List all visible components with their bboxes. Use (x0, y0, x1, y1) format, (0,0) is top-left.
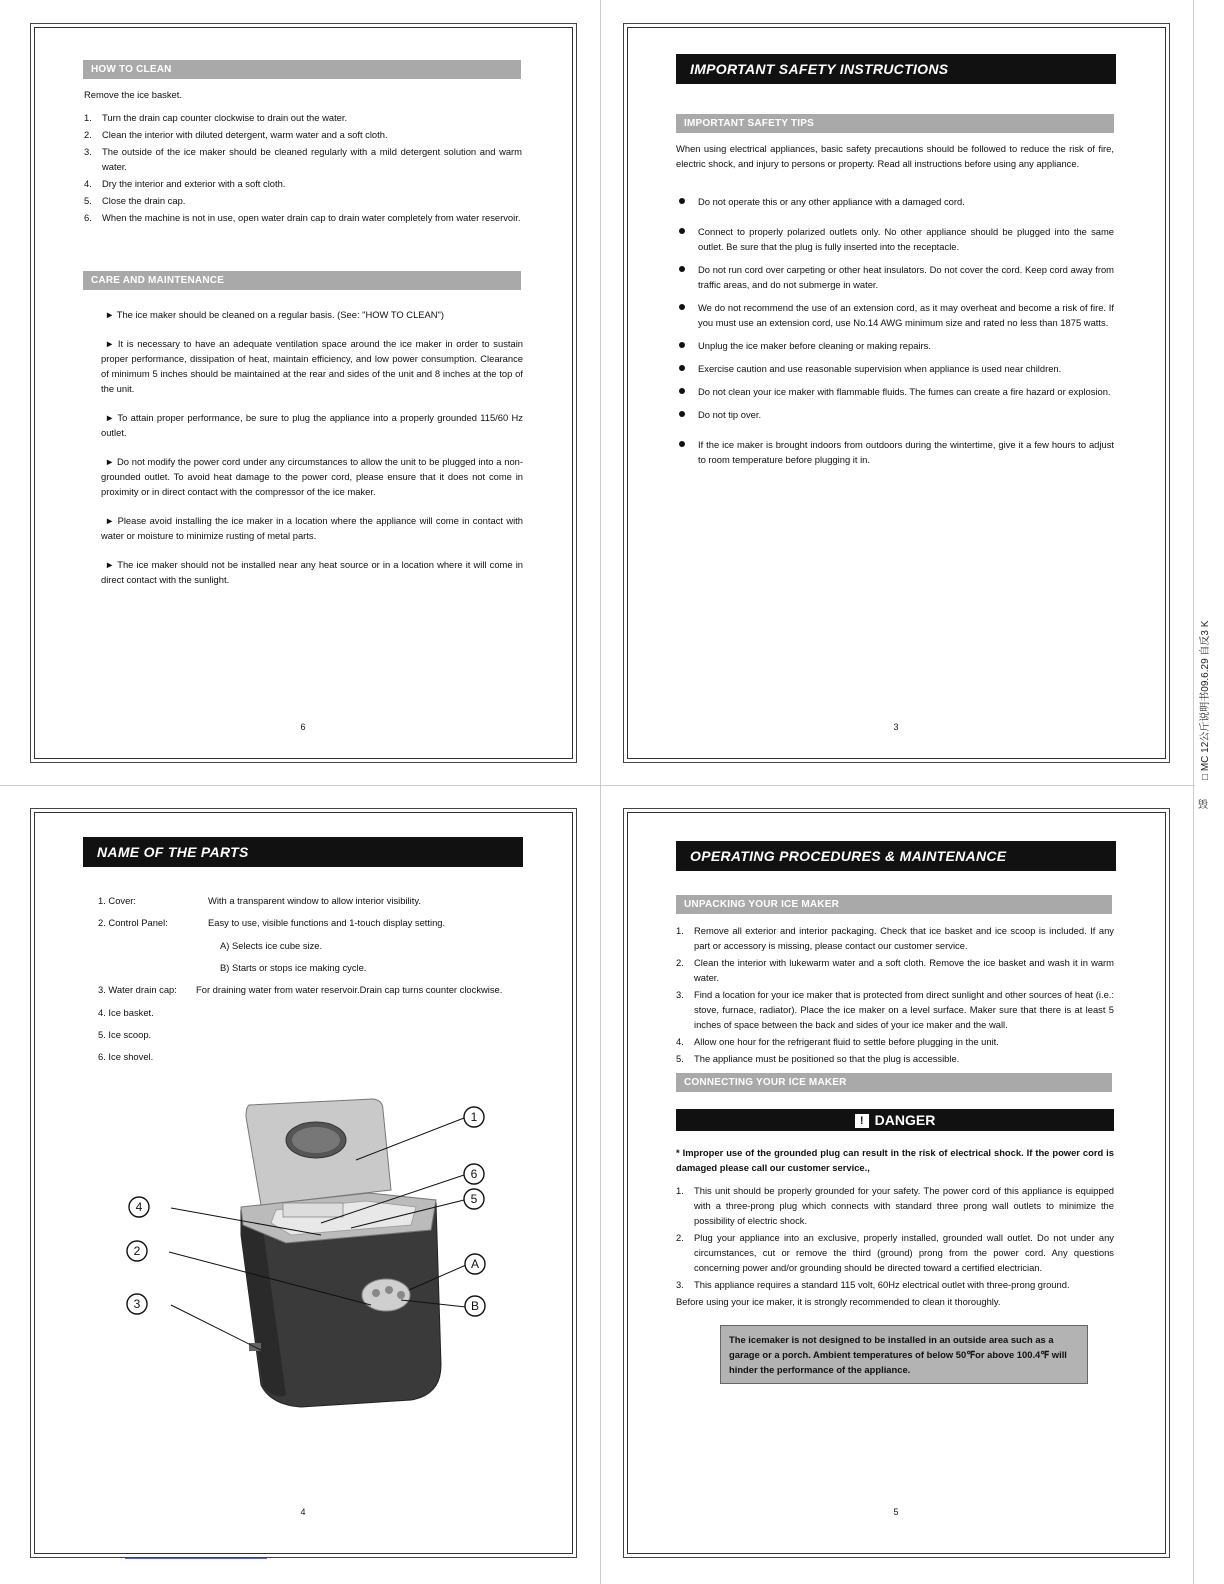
item-text: Close the drain cap. (102, 195, 186, 206)
item-text: Turn the drain cap counter clockwise to drain out the water. (102, 112, 348, 123)
callout-label: 5 (470, 1192, 478, 1206)
item-number: 3. (676, 1279, 684, 1290)
safety-intro: When using electrical appliances, basic safety precautions should be followed to reduce the risk of fire, electric shock, and injury to persons or property. Read all instructions before using any appliance. (676, 143, 1114, 169)
list-item (84, 176, 522, 191)
item-number: 2. (84, 129, 92, 140)
safety-header: IMPORTANT SAFETY INSTRUCTIONS (676, 54, 1116, 84)
operating-header: OPERATING PROCEDURES & MAINTENANCE (676, 841, 1116, 871)
callout-label: 1 (470, 1110, 478, 1124)
safety-bullet: Unplug the ice maker before cleaning or making repairs. (676, 338, 1114, 353)
page-4 (34, 812, 573, 1554)
safety-bullet: Do not operate this or any other appliance with a damaged cord. (676, 194, 1114, 209)
list-item (84, 127, 522, 142)
margin-note: □ MC 12公斤说明书09.6.29 自反3 K (1200, 620, 1211, 780)
care-maintenance-items (101, 307, 523, 601)
care-item: ► To attain proper performance, be sure to plug the appliance into a properly grounded 115/60 Hz outlet. (101, 412, 523, 438)
safety-bullet: We do not recommend the use of an extension cord, as it may overheat and become a risk of fire. If you must use an extension cord, use No.14 AWG minimum size and rated no less than 1875 watts. (676, 300, 1114, 330)
item-number: 1. (676, 1185, 684, 1196)
page-number: 4 (300, 1507, 306, 1517)
callout-label: 6 (470, 1167, 478, 1181)
part-name: 3. Water drain cap: (98, 984, 177, 996)
list-item (84, 144, 522, 174)
part-description: Easy to use, visible functions and 1-touch display setting. (208, 917, 446, 929)
part-description: With a transparent window to allow interior visibility. (208, 895, 421, 906)
page-number: 3 (893, 722, 899, 732)
ice-maker-illustration (111, 1095, 511, 1425)
item-text: Clean the interior with lukewarm water and a soft cloth. Remove the ice basket and wash it in warm water. (694, 957, 1114, 983)
callout-label: 4 (135, 1200, 143, 1214)
list-item (676, 987, 1114, 1032)
right-edge-divider (1193, 0, 1194, 1584)
grounding-warning: * Improper use of the grounded plug can result in the risk of electrical shock. If the power cord is damaged please call our customer service., (676, 1147, 1114, 1173)
part-name: 5. Ice scoop. (98, 1028, 152, 1040)
page-number: 6 (300, 722, 306, 732)
part-name: 2. Control Panel: (98, 917, 168, 929)
parts-list (98, 895, 538, 1075)
item-text: Remove all exterior and interior packaging. Check that ice basket and ice scoop is included. If any part or accessory is missing, please contact our customer service. (694, 925, 1114, 951)
danger-label: DANGER (874, 1112, 936, 1128)
item-number: 1. (676, 925, 684, 936)
item-text: This appliance requires a standard 115 volt, 60Hz electrical outlet with three-prong ground. (694, 1279, 1070, 1290)
how-to-clean-title: HOW TO CLEAN (83, 60, 521, 79)
safety-bullet: Connect to properly polarized outlets only. No other appliance should be plugged into the same outlet. Be sure that the plug is fully inserted into the receptacle. (676, 224, 1114, 254)
page-3 (627, 27, 1166, 759)
how-to-clean-intro: Remove the ice basket. (84, 89, 182, 100)
list-item (84, 193, 522, 208)
page-5 (627, 812, 1166, 1554)
care-item: ► The ice maker should not be installed near any heat source or in a location where it will come in direct contact with the sunlight. (101, 559, 523, 585)
item-text: When the machine is not in use, open water drain cap to drain water completely from water reservoir. (102, 212, 521, 223)
safety-bullet: Do not tip over. (676, 407, 1114, 422)
callout-label: A (470, 1257, 480, 1271)
item-number: 2. (676, 957, 684, 968)
list-item (676, 923, 1114, 953)
item-text: Allow one hour for the refrigerant fluid to settle before plugging in the unit. (694, 1036, 999, 1047)
part-name: 1. Cover: (98, 895, 137, 906)
list-item (84, 210, 522, 225)
item-text: This unit should be properly grounded for your safety. The power cord of this appliance is equipped with a three-prong plug which connects with standard three prong wall outlets to minimize the possibility of electric shock. (694, 1185, 1114, 1226)
safety-bullet: Do not run cord over carpeting or other heat insulators. Do not cover the cord. Keep cord away from traffic areas, and do not submerge in water. (676, 262, 1114, 292)
item-number: 4. (84, 178, 92, 189)
item-text: The outside of the ice maker should be cleaned regularly with a mild detergent solution and warm water. (102, 146, 522, 172)
item-text: The appliance must be positioned so that the plug is accessible. (694, 1053, 960, 1064)
page-6 (34, 27, 573, 759)
before-using-note: Before using your ice maker, it is strongly recommended to clean it thoroughly. (676, 1296, 1001, 1307)
care-maintenance-title: CARE AND MAINTENANCE (83, 271, 521, 290)
item-text: Plug your appliance into an exclusive, properly installed, grounded wall outlet. Do not under any circumstances, cut or remove the third (ground) prong from the power cord. Any questions concerning power and/or grounding should be directed toward a certified electrician. (694, 1232, 1114, 1273)
installation-notice: The icemaker is not designed to be installed in an outside area such as a garage or a porch. Ambient temperatures of below 50℉or above 100.4℉ will hinder the performance of the appliance. (720, 1325, 1088, 1384)
item-number: 3. (84, 146, 92, 157)
part-description: A) Selects ice cube size. (220, 939, 323, 951)
item-number: 6. (84, 212, 92, 223)
part-description: B) Starts or stops ice making cycle. (220, 961, 367, 973)
care-item: ► Please avoid installing the ice maker in a location where the appliance will come in contact with water or moisture to minimize rusting of metal parts. (101, 515, 523, 541)
item-text: Dry the interior and exterior with a soft cloth. (102, 178, 286, 189)
care-item: ► The ice maker should be cleaned on a regular basis. (See: "HOW TO CLEAN") (105, 309, 445, 320)
margin-mark: 毁 (1198, 800, 1208, 811)
callout-label: B (470, 1299, 480, 1313)
footer-link-line (125, 1558, 267, 1559)
callout-label: 2 (133, 1244, 141, 1258)
item-text: Find a location for your ice maker that is protected from direct sunlight and other sources of heat (i.e.: stove, furnace, radiator). Place the ice maker on a level surface. Maker sure that there is at least 5 inches of space between the back and sides of your ice maker and the wall. (694, 989, 1114, 1030)
connecting-steps (676, 1183, 1114, 1294)
warning-icon: ! (855, 1114, 869, 1128)
item-number: 2. (676, 1232, 684, 1243)
item-text: Clean the interior with diluted detergent, warm water and a soft cloth. (102, 129, 388, 140)
list-item (676, 1230, 1114, 1275)
parts-header: NAME OF THE PARTS (83, 837, 523, 867)
list-item (676, 955, 1114, 985)
part-name: 4. Ice basket. (98, 1006, 154, 1018)
list-item (676, 1051, 1114, 1066)
item-number: 4. (676, 1036, 684, 1047)
unpacking-title: UNPACKING YOUR ICE MAKER (676, 895, 1112, 914)
list-item (676, 1183, 1114, 1228)
item-number: 5. (676, 1053, 684, 1064)
list-item (676, 1277, 1114, 1292)
callout-label: 3 (133, 1297, 141, 1311)
page-number: 5 (893, 1507, 899, 1517)
part-description: For draining water from water reservoir.Drain cap turns counter clockwise. (196, 984, 503, 996)
care-item: ► Do not modify the power cord under any circumstances to allow the unit to be plugged into a non-grounded outlet. To avoid heat damage to the power cord, please ensure that it does not come in proximity or in direct contact with the compressor of the ice maker. (101, 456, 523, 497)
safety-bullets (676, 194, 1114, 475)
part-name: 6. Ice shovel. (98, 1051, 154, 1063)
vertical-divider (600, 0, 601, 1584)
horizontal-divider (0, 785, 1195, 786)
safety-bullet: Do not clean your ice maker with flammable fluids. The fumes can create a fire hazard or explosion. (676, 384, 1114, 399)
item-number: 3. (676, 989, 684, 1000)
safety-tips-title: IMPORTANT SAFETY TIPS (676, 114, 1114, 133)
how-to-clean-steps (84, 110, 522, 227)
unpacking-steps (676, 923, 1114, 1068)
item-number: 1. (84, 112, 92, 123)
item-number: 5. (84, 195, 92, 206)
safety-bullet: If the ice maker is brought indoors from outdoors during the wintertime, give it a few hours to adjust to room temperature before plugging it in. (676, 437, 1114, 467)
list-item (676, 1034, 1114, 1049)
care-item: ► It is necessary to have an adequate ventilation space around the ice maker in order to sustain proper performance, dissipation of heat, maintain efficiency, and low power consumption. Clearance of minimum 5 inches should be maintained at the rear and sides of the unit and 8 inches at the top of the unit. (101, 338, 523, 394)
danger-banner (676, 1109, 1114, 1131)
connecting-title: CONNECTING YOUR ICE MAKER (676, 1073, 1112, 1092)
list-item (84, 110, 522, 125)
safety-bullet: Exercise caution and use reasonable supervision when appliance is used near children. (676, 361, 1114, 376)
